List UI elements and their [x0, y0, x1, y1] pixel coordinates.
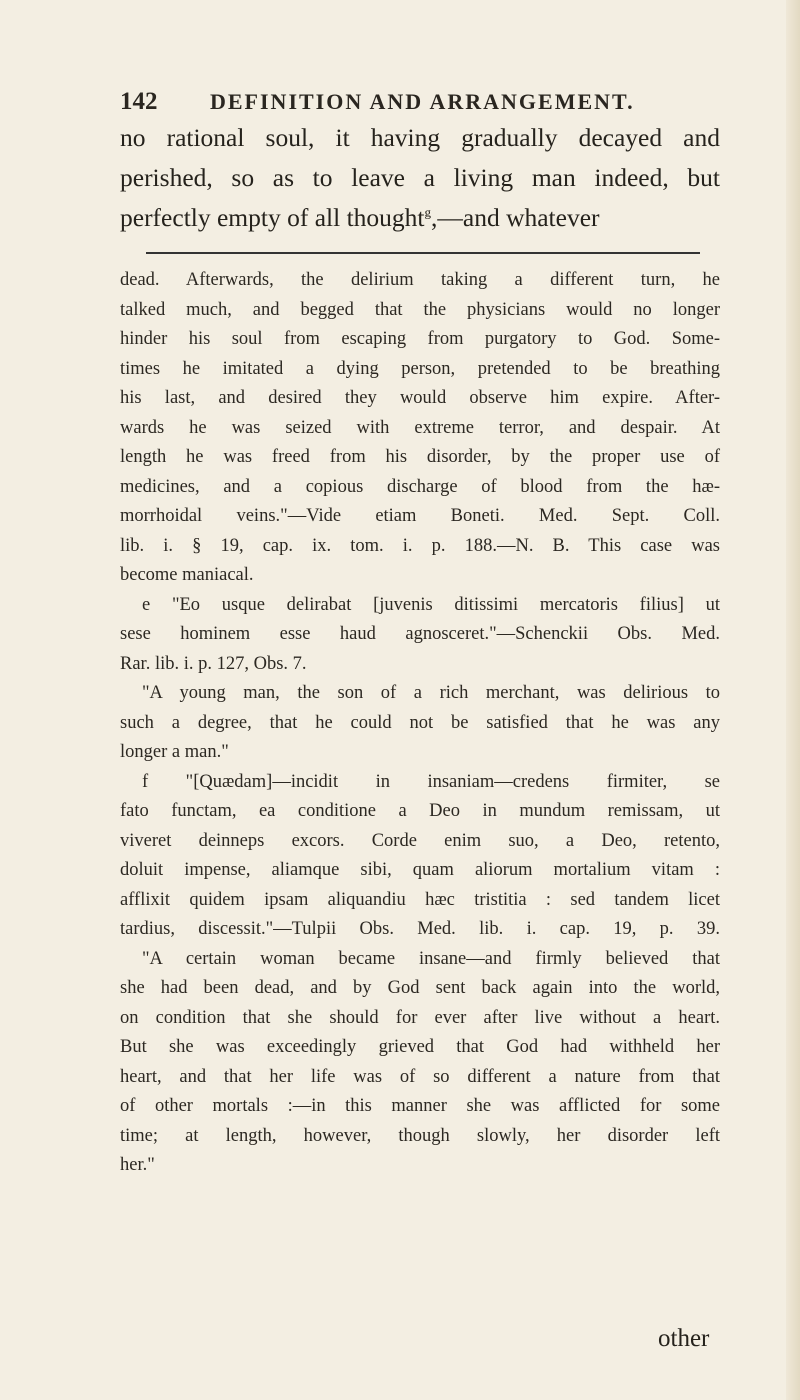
footnote-line: length he was freed from his disorder, by the proper use of: [120, 447, 720, 467]
footnote-line: longer a man.": [120, 742, 229, 762]
footnote-line: his last, and desired they would observe him expire. After-: [120, 388, 720, 408]
page-header: [120, 88, 720, 116]
footnote-line: sese hominem esse haud agnosceret."—Schenckii Obs. Med.: [120, 624, 720, 644]
footnote-line: fato functam, ea conditione a Deo in mundum remissam, ut: [120, 801, 720, 821]
footnote-line: viveret deinneps excors. Corde enim suo, a Deo, retento,: [120, 830, 720, 851]
footnote-line: on condition that she should for ever after live without a heart.: [120, 1007, 720, 1028]
footnote-line: her.": [120, 1155, 155, 1175]
footnote-line: "A young man, the son of a rich merchant, was delirious to: [142, 683, 720, 703]
footnote-line: of other mortals :—in this manner she was afflicted for some: [120, 1096, 720, 1116]
footnote-ref: g: [424, 204, 431, 220]
main-line: no rational soul, it having gradually decayed and: [120, 123, 720, 152]
running-head: DEFINITION AND ARRANGEMENT.: [210, 89, 635, 114]
footnote-line: "A certain woman became insane—and firmly believed that: [142, 948, 720, 969]
footnote-line: e "Eo usque delirabat [juvenis ditissimi mercatoris filius] ut: [142, 594, 720, 615]
main-line-text: ,—and whatever: [431, 203, 600, 232]
footnote-line: f "[Quædam]—incidit in insaniam—credens firmiter, se: [142, 771, 720, 792]
footnote-line: she had been dead, and by God sent back again into the world,: [120, 978, 720, 998]
main-line: perished, so as to leave a living man indeed, but: [120, 163, 720, 192]
footnote-line: afflixit quidem ipsam aliquandiu hæc tristitia : sed tandem licet: [120, 889, 720, 910]
footnote-line: tardius, discessit."—Tulpii Obs. Med. lib. i. cap. 19, p. 39.: [120, 919, 720, 939]
footnote-line: wards he was seized with extreme terror, and despair. At: [120, 417, 720, 438]
footnote-line: morrhoidal veins."—Vide etiam Boneti. Med. Sept. Coll.: [120, 506, 720, 526]
footnote-line: lib. i. § 19, cap. ix. tom. i. p. 188.—N. B. This case was: [120, 535, 720, 556]
footnote-line: hinder his soul from escaping from purgatory to God. Some-: [120, 329, 720, 349]
page-number: 142: [120, 88, 158, 115]
catchword: other: [658, 1325, 710, 1352]
page-edge: [786, 0, 800, 1400]
footnote-rule: [146, 252, 700, 254]
footnote-line: Rar. lib. i. p. 127, Obs. 7.: [120, 653, 307, 674]
footnote-line: time; at length, however, though slowly, her disorder left: [120, 1125, 720, 1146]
footnote-line: medicines, and a copious discharge of blood from the hæ-: [120, 476, 720, 497]
footnote-line: doluit impense, aliamque sibi, quam aliorum mortalium vitam :: [120, 860, 720, 880]
footnote-line: heart, and that her life was of so different a nature from that: [120, 1066, 720, 1087]
footnote-line: such a degree, that he could not be satisfied that he was any: [120, 712, 720, 733]
footnote-line: dead. Afterwards, the delirium taking a different turn, he: [120, 270, 720, 290]
main-text: [120, 118, 720, 238]
footnote-line: But she was exceedingly grieved that God had withheld her: [120, 1037, 720, 1057]
footnote-line: become maniacal.: [120, 565, 254, 585]
footnote-line: talked much, and begged that the physicians would no longer: [120, 299, 720, 320]
main-line-text: perfectly empty of all thought: [120, 203, 425, 232]
main-line: [120, 198, 720, 238]
footnote-line: times he imitated a dying person, pretended to be breathing: [120, 358, 720, 379]
footnotes: [120, 266, 720, 1181]
